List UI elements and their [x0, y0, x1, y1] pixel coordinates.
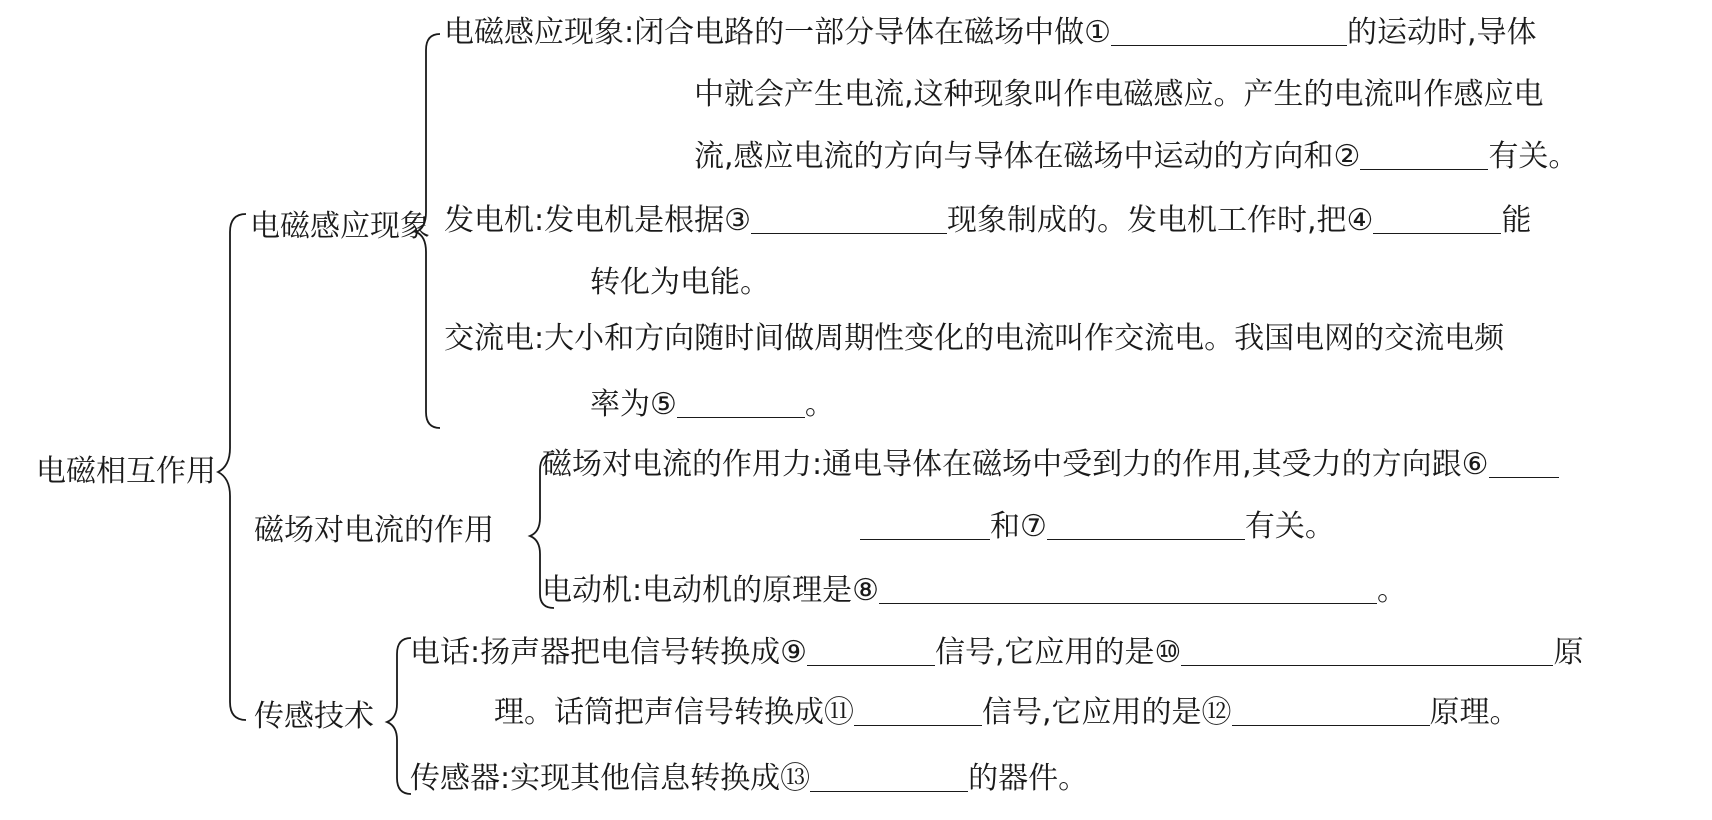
ac-label: 交流电:	[444, 321, 545, 356]
sensor-label: 传感器:	[410, 761, 511, 796]
phenomenon-line-3	[694, 140, 1578, 174]
blank-4	[1373, 205, 1501, 234]
blank-1	[1111, 17, 1347, 46]
ac-text-2a: 率为⑤	[590, 387, 677, 422]
generator-text-1c: 能	[1501, 203, 1532, 238]
phenomenon-text-1b: 的运动时,导体	[1347, 15, 1537, 50]
generator-text-1a: 发电机是根据③	[544, 203, 752, 238]
blank-12	[1232, 697, 1430, 726]
phenomenon-label: 电磁感应现象:	[444, 15, 635, 50]
blank-6	[1489, 449, 1559, 478]
force-line-2	[860, 510, 1335, 544]
phone-text-1a: 扬声器把电信号转换成⑨	[480, 635, 808, 670]
phone-line-2	[494, 696, 1520, 730]
force-label: 磁场对电流的作用力:	[542, 447, 823, 482]
generator-label: 发电机:	[444, 203, 545, 238]
sensor-line-1	[410, 762, 1088, 796]
branch-label-sensing: 传感技术	[254, 699, 374, 734]
phenomenon-text-3a: 流,感应电流的方向与导体在磁场中运动的方向和②	[694, 139, 1361, 174]
blank-8	[879, 575, 1377, 604]
phone-text-2b: 信号,它应用的是⑫	[982, 695, 1232, 730]
blank-13	[810, 763, 968, 792]
blank-11	[854, 697, 982, 726]
phenomenon-line-1	[444, 16, 1537, 50]
force-text-1: 通电导体在磁场中受到力的作用,其受力的方向跟⑥	[822, 447, 1489, 482]
phone-text-2a: 理。话筒把声信号转换成⑪	[494, 695, 854, 730]
blank-9	[807, 637, 935, 666]
phenomenon-line-2: 中就会产生电流,这种现象叫作电磁感应。产生的电流叫作感应电	[694, 77, 1544, 112]
phone-text-2c: 原理。	[1429, 695, 1520, 730]
blank-7	[1047, 511, 1245, 540]
phone-label: 电话:	[410, 635, 481, 670]
phone-text-1c: 原	[1553, 635, 1584, 670]
ac-text-2b: 。	[804, 387, 835, 422]
force-text-2b: 有关。	[1244, 509, 1335, 544]
motor-line-1	[542, 574, 1407, 608]
motor-text-1a: 电动机的原理是⑧	[642, 573, 880, 608]
ac-text-1: 大小和方向随时间做周期性变化的电流叫作交流电。我国电网的交流电频	[544, 321, 1505, 356]
blank-5	[677, 389, 805, 418]
generator-line-2: 转化为电能。	[590, 265, 770, 300]
phenomenon-text-1a: 闭合电路的一部分导体在磁场中做①	[634, 15, 1112, 50]
generator-text-1b: 现象制成的。发电机工作时,把④	[947, 203, 1374, 238]
root-label: 电磁相互作用	[36, 454, 216, 489]
generator-line-1	[444, 204, 1531, 238]
blank-3	[751, 205, 947, 234]
force-line-1	[542, 448, 1559, 482]
phone-line-1	[410, 636, 1583, 670]
ac-line-1	[444, 322, 1504, 356]
ac-line-2	[590, 388, 835, 422]
sensor-text-1a: 实现其他信息转换成⑬	[510, 761, 811, 796]
force-text-2a: 和⑦	[990, 509, 1047, 544]
phone-text-1b: 信号,它应用的是⑩	[935, 635, 1182, 670]
motor-label: 电动机:	[542, 573, 643, 608]
motor-text-1b: 。	[1377, 573, 1408, 608]
brace-sensing	[387, 638, 411, 794]
blank-2	[1360, 141, 1488, 170]
branch-label-magnetic-force: 磁场对电流的作用	[254, 513, 494, 548]
phenomenon-text-3b: 有关。	[1488, 139, 1579, 174]
sensor-text-1b: 的器件。	[968, 761, 1089, 796]
branch-label-em-induction: 电磁感应现象	[250, 209, 430, 244]
brace-root	[218, 214, 246, 720]
blank-10	[1181, 637, 1553, 666]
blank-6-cont	[860, 511, 990, 540]
